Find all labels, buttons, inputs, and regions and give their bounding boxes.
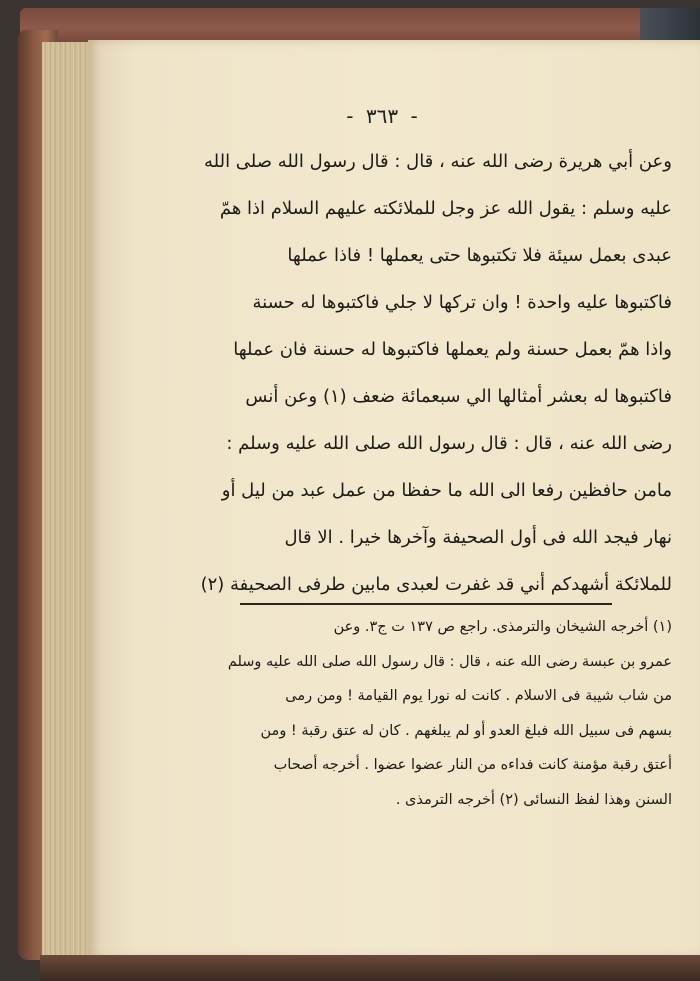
page-number-dash-left: - (346, 104, 354, 128)
main-line: للملائكة أشهدكم أني قد غفرت لعبدى مابين طرفى الصحيفة (٢) (200, 574, 672, 595)
main-text-block (150, 138, 672, 608)
main-line: واذا همّ بعمل حسنة ولم يعملها فاكتبوها له حسنة فان عملها (233, 339, 672, 360)
page-edges (40, 42, 92, 957)
main-line: نهار فيجد الله فى أول الصحيفة وآخرها خيرا . الا قال (284, 527, 672, 548)
main-line: فاكتبوها له بعشر أمثالها الي سبعمائة ضعف (١) وعن أنس (245, 386, 672, 407)
main-line: مامن حافظين رفعا الى الله ما حفظا من عمل عبد من ليل أو (221, 480, 672, 501)
footnote-line: عمرو بن عبسة رضى الله عنه ، قال : قال رسول الله صلى الله عليه وسلم (227, 653, 672, 670)
footnote-block (150, 610, 672, 817)
footnote-line: أعتق رقبة مؤمنة كانت فداءه من النار عضوا عضوا . أخرجه أصحاب (273, 757, 672, 773)
main-line: رضى الله عنه ، قال : قال رسول الله صلى الله عليه وسلم : (226, 433, 672, 454)
page-number (322, 104, 442, 128)
page-number-value: ٣٦٣ (365, 104, 399, 128)
main-line: عليه وسلم : يقول الله عز وجل للملائكته عليهم السلام اذا همّ (219, 198, 672, 219)
footnote-line: من شاب شيبة فى الاسلام . كانت له نورا يوم القيامة ! ومن رمى (285, 688, 672, 704)
main-line: وعن أبي هريرة رضى الله عنه ، قال : قال رسول الله صلى الله (203, 151, 672, 172)
footnote-divider (240, 603, 612, 605)
page-number-dash-right: - (410, 104, 418, 128)
main-line: فاكتبوها عليه واحدة ! وان تركها لا جلي فاكتبوها له حسنة (252, 292, 672, 313)
footnote-line: (١) أخرجه الشيخان والترمذى. راجع ص ١٣٧ ت ج٣. وعن (333, 619, 672, 635)
main-line: عبدى بعمل سيئة فلا تكتبوها حتى يعملها ! فاذا عملها (287, 245, 672, 266)
footnote-line: السنن وهذا لفظ النسائى (٢) أخرجه الترمذى . (395, 791, 672, 808)
book-bottom-edge (40, 955, 700, 981)
footnote-line: بسهم فى سبيل الله فبلغ العدو أو لم يبلغهم . كان له عتق رقبة ! ومن (260, 722, 672, 739)
